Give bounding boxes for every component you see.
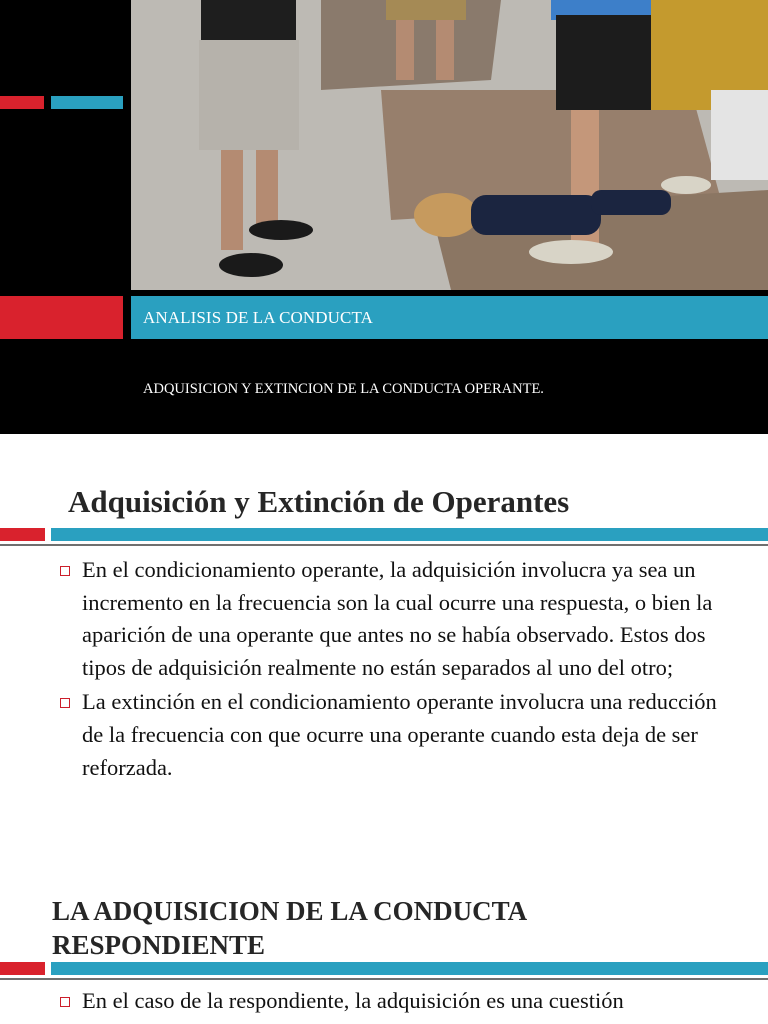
divider-line [0,978,768,980]
slide-title: ANALISIS DE LA CONDUCTA [143,308,373,327]
bullet-text: La extinción en el condicionamiento operante involucra una reducción de la frecuencia con que ocurre una operante cuando esta deja de ser reforzada. [82,689,717,780]
square-bullet-icon [60,698,70,708]
bullet-text: En el condicionamiento operante, la adquisición involucra ya sea un incremento en la frecuencia son la cual ocurre una respuesta, o bien la aparición de una operante que antes no se había observado. Estos dos tipos de adquisición realmente no están separados al uno del otro; [82,557,713,680]
bullet-item [60,686,740,784]
slide-photo [131,0,768,290]
bullet-list [60,985,750,1020]
slide-heading: Adquisición y Extinción de Operantes [68,484,570,519]
slide-heading: LA ADQUISICION DE LA CONDUCTA RESPONDIENTE [52,896,526,960]
divider-blue [51,962,768,975]
bullet-item [60,554,740,684]
accent-block-red [0,296,123,339]
square-bullet-icon [60,997,70,1007]
title-slide [0,0,768,434]
photo-illustration [131,0,768,290]
divider-red [0,962,45,975]
bullet-list [60,554,740,786]
divider-line [0,544,768,546]
square-bullet-icon [60,566,70,576]
divider-blue [51,528,768,541]
slide-subtitle: ADQUISICION Y EXTINCION DE LA CONDUCTA OPERANTE. [143,381,544,397]
bullet-text: En el caso de la respondiente, la adquisición es una cuestión [82,988,624,1013]
accent-bar-red [0,96,44,109]
bullet-item [60,985,750,1018]
accent-bar-blue [51,96,123,109]
divider-red [0,528,45,541]
